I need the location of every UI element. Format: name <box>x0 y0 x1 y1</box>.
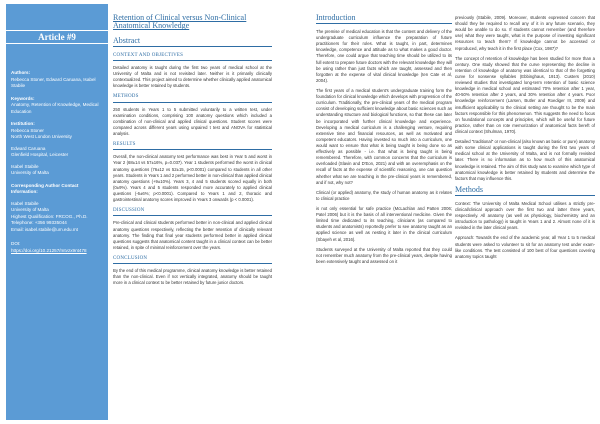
results-text: Overall, the non-clinical anatomy test performance was best in Year 5 and worst in Year 2 (68±14 vs 57±16%, p=0.037). Year 1 students performed the worst in clinical anatomy questions (76±12 vs 52±15, p<0.0001) compared to students in all other years. Students in Years 1 and 2 performed better in non-clinical than applied clinical anatomy questions (+9±10%). Years 3, 4 and 5 students scored equally in both (0±9%). Years 4 and 5 students responded more accurately to applied clinical questions (-6±6%; p<0.0001). Compared to Years 1 and 2, thoracic and gastrointestinal anatomy scores improved in Years 3 onwards (p < 0.0001). <box>113 154 272 203</box>
discussion-heading: DISCUSSION <box>113 207 272 216</box>
col3-paragraph-4: Context: The University of Malta Medical School utilises a strictly pre-clinical/clinical approach over the first two and latter three years, respectively. All anatomy (as well as physiology, biochemistry and an introduction to pathology) is taught in Years 1 and 2. Almost none of it is revisited in the later clinical years. <box>455 200 595 231</box>
intro-paragraph-4: is not only essential for safe practice (McLachlan and Patten 2006; Patel 2006) but it is the basis of all interventional medicine. Given the limited time dedicated to its teaching, clinicians (as compared to students and anatomists) reportedly prefer to see anatomy taught as an applied science as well as nesting it later in the clinical curriculum (Sbayeh et al, 2016). <box>316 205 452 242</box>
institution-2: Edward Caruana Glenfield Hospital, Leicester <box>11 145 69 158</box>
institution-1: Rebecca Stoner North West London University <box>11 127 72 140</box>
methods-section-heading: Methods <box>455 186 595 196</box>
context-heading: CONTEXT AND OBJECTIVES <box>113 52 272 61</box>
column-introduction <box>316 14 452 269</box>
intro-paragraph-1: The premise of medical education is that the content and delivery of the undergraduate curriculum influence the preparation of future practitioners for their roles. What is taught, in part, determines knowledge, competence and attitude as to what makes a good doctor. Therefore, one could argue that teaching time should be utilized to its full extent to prepare future doctors with the relevant knowledge they will be using rather than just facts which are taught, assessed and then forgotten at the expense of vital clinical knowledge (ten Cate et al, 2004). <box>316 29 452 83</box>
col3-paragraph-2: The concept of retention of knowledge has been studied for more than a century. One study showed that the curve representing the decline in retention of knowledge of anatomy was identical to that of the forgetting curve for nonsense syllables (Ebbinghaus, 1913). Custers (2010) reviewed studies that investigated long-term retention of basic science knowledge in medical school and estimated 70% retention after 1 year, 40-50% retention after 2 years, and 30% retention after 4 years. Poor knowledge reinforcement (Larsen, Butler and Roediger III, 2009) and insufficient applicability to the clinical setting are thought to be the main factors responsible for this phenomenon. This suggests the need to focus on foundational concepts and principles, which will be useful for future practice, rather than on rote memorization of anatomical facts bereft of clinical context (Shulman, 1970). <box>455 55 595 134</box>
methods-heading: METHODS <box>113 93 272 102</box>
col3-paragraph-1: previously (Stabile, 2009). Moreover, students expressed concern that should they be required to recall any of it in any future scenario, they would be unable to do so. If students cannot remember (and therefore use) what they were taught, what is the purpose of investing significant resources to teach them? If knowledge cannot be accessed or reproduced, why teach it in the first place (Cox, 1987)? <box>455 15 595 51</box>
introduction-heading: Introduction <box>316 14 452 24</box>
discussion-text: Pre-clinical and clinical students performed better in non-clinical and applied clinical anatomy questions respectively, reflecting the better retention of clinically relevant anatomy. The finding that final year students performed better in applied clinical questions suggests that anatomical content taught in a clinical context can be better retained, in spite of minimal reinforcement over the years. <box>113 220 272 250</box>
corresponding-author-value: Isabel Stabile University of Malta Highest Qualification: FRCOG., Ph.D. Telephone: +356 99335044 Email: isabel.stabile@um.edu.mt <box>11 200 88 232</box>
intro-paragraph-3: Clinical (or applied) anatomy, the study of human anatomy as it relates to clinical practice <box>316 189 452 201</box>
column-abstract <box>113 14 272 290</box>
doi-link[interactable]: https://doi.org/10.21257/mtvzx9nt478 <box>11 247 87 253</box>
conclusion-text: By the end of this medical programme, clinical anatomy knowledge is better retained than the non-clinical. Even if not vertically integrated, anatomy should be taught more in a clinical context to be better retained by future junior doctors. <box>113 268 272 286</box>
col3-paragraph-3: Detailed "traditional" or non-clinical (also known as basic or pure) anatomy with some clinical applications is taught during the first two years of medical school at the University of Malta, and is not formally revisited later. There is no information as to how much of this anatomical knowledge is retained. The aim of this study was to examine which type of anatomical knowledge is better retained by students and determine the factors that may influence this. <box>455 139 595 181</box>
keywords-value: Anatomy, Retention of Knowledge, Medical Education <box>11 102 99 114</box>
corresponding-author-label: Corresponding Author Contact Information: <box>11 182 79 195</box>
article-metadata <box>11 70 105 254</box>
intro-paragraph-5: Students surveyed at the University of Malta reported that they could not remember much anatomy from the pre-clinical years, despite having been extensively taught and assessed on it <box>316 246 452 264</box>
article-header <box>6 30 108 44</box>
paper-title: Retention of Clinical versus Non-Clinical Anatomical Knowledge <box>113 13 247 31</box>
keywords-label: Keywords: <box>11 95 35 101</box>
intro-paragraph-2: The first years of a medical student's undergraduate training form the foundation for clinical knowledge which develops with progression of the curriculum. Traditionally, the pre-clinical years of the medical program consist of developing sufficient knowledge about basic sciences such as understanding structure and biological functions, so that these can later be incorporated with further clinical knowledge and experience. Developing a medical curriculum is a challenging venture, requiring extensive time and financial resources, as well as motivated and competent educators. Having invested so much into a curriculum, one would want to ensure that what is being taught is being done so as effectively as possible - i.e. that what is being taught is being remembered. Therefore, with common concerns that the curriculum is overloaded (Slavin and D'Eon, 2021) and with an overemphasis on the recall of facts at the expense of scientific reasoning, one can question whether what we are teaching in the pre-clinical years is remembered, and if not, why not? <box>316 87 452 185</box>
authors-value: Rebecca Stoner, Edward Caruana, Isabel Stabile <box>11 76 96 89</box>
institution-label: Institution: <box>11 121 35 127</box>
doi-label: DOI: <box>11 241 21 247</box>
methods-text: 250 students in Years 1 to 5 submitted voluntarily to a written test, under examination conditions, comprising 100 anatomy questions which included a combination of non-clinical and applied clinical questions. Student scores were compared across different years using unpaired t test and ANOVA for statistical analysis. <box>113 106 272 137</box>
article-number: Article #9 <box>38 32 76 42</box>
results-heading: RESULTS <box>113 141 272 150</box>
institution-3: Isabel Stabile University of Malta <box>11 163 49 176</box>
conclusion-heading: CONCLUSION <box>113 255 272 264</box>
column-continued <box>455 15 595 264</box>
sidebar <box>6 4 108 420</box>
authors-label: Authors: <box>11 70 31 75</box>
col3-paragraph-5: Approach: Towards the end of the academic year, all Year 1 to 5 medical students were asked to volunteer to sit for an anatomy test under exam-like conditions. The test consisted of 100 best of four questions covering anatomy topics taught <box>455 235 595 259</box>
context-text: Detailed anatomy is taught during the first two years of medical school at the University of Malta and is not revisited later. Neither is it primarily clinically contextualized. This project aimed to determine whether clinically applied anatomical knowledge is better retained by students. <box>113 64 272 89</box>
abstract-heading: Abstract <box>113 37 272 47</box>
